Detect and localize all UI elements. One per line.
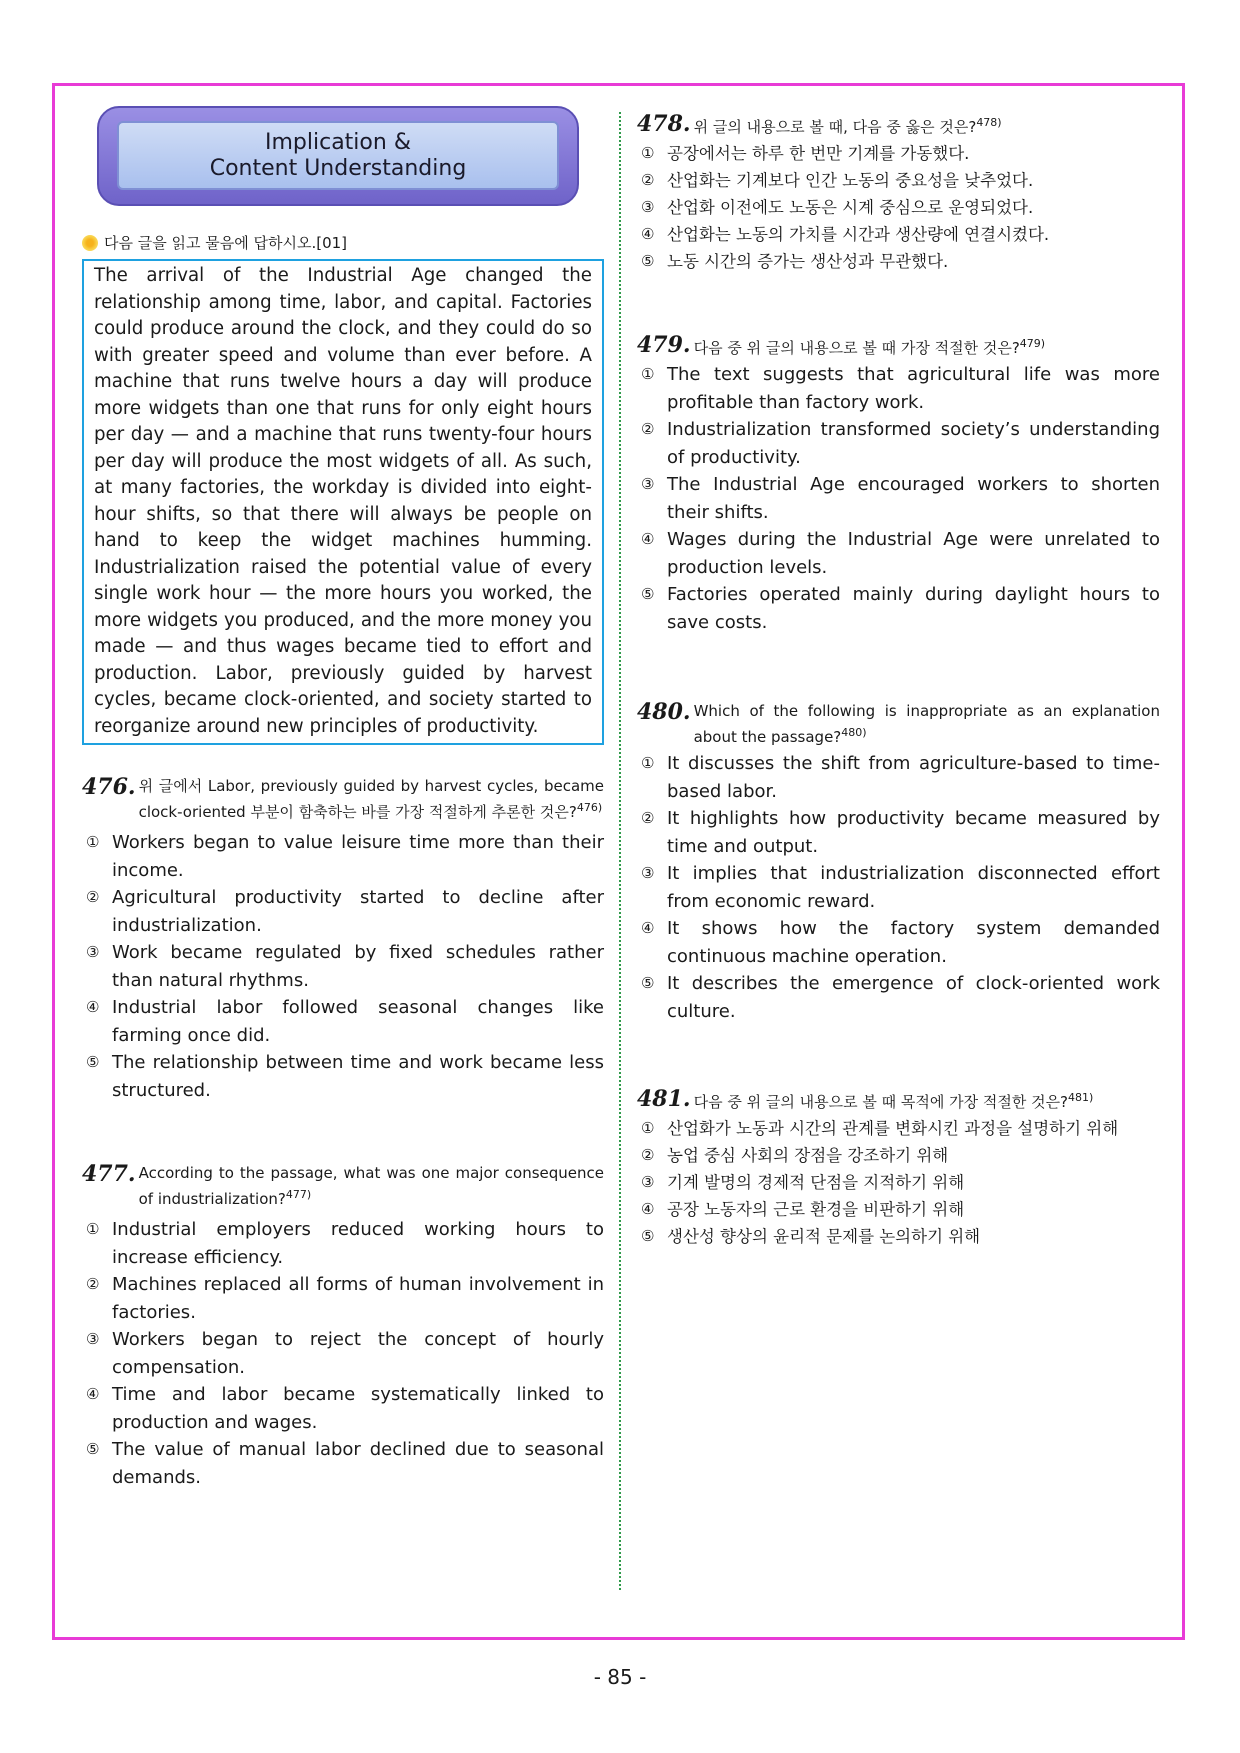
- left-column: [82, 106, 604, 1491]
- option-4[interactable]: ④ Industrial labor followed seasonal changes like farming once did.: [86, 997, 604, 1046]
- option-3[interactable]: ③ The Industrial Age encouraged workers to shorten their shifts.: [641, 474, 1160, 523]
- option-list: [637, 140, 1160, 275]
- question-478-header: [637, 112, 1160, 138]
- option-4[interactable]: ④ Time and labor became systematically linked to production and wages.: [86, 1384, 604, 1433]
- option-3[interactable]: ③ 기계 발명의 경제적 단점을 지적하기 위해: [641, 1173, 965, 1192]
- question-number: 480.: [637, 699, 691, 725]
- option-4[interactable]: ④ It shows how the factory system demanded continuous machine operation.: [641, 918, 1160, 967]
- footnote-ref: 476): [576, 801, 603, 814]
- option-5[interactable]: ⑤ It describes the emergence of clock-oriented work culture.: [641, 973, 1160, 1022]
- option-2[interactable]: ② It highlights how productivity became measured by time and output.: [641, 808, 1160, 857]
- option-5[interactable]: ⑤ Factories operated mainly during daylight hours to save costs.: [641, 584, 1160, 633]
- question-number: 479.: [637, 332, 691, 358]
- option-3[interactable]: ③ 산업화 이전에도 노동은 시계 중심으로 운영되었다.: [641, 198, 1034, 217]
- option-1[interactable]: ① It discusses the shift from agriculture-based to time-based labor.: [641, 753, 1160, 802]
- option-5[interactable]: ⑤ 노동 시간의 증가는 생산성과 무관했다.: [641, 252, 949, 271]
- passage-box: The arrival of the Industrial Age changed the relationship among time, labor, and capital. Factories could produce around the clock, and they could do so with greater speed and volume than ever before. A machine that runs twelve hours a day will produce more widgets than one that runs for only eight hours per day — and a machine that runs twenty-four hours per day will produce the most widgets of all. As such, at many factories, the workday is divided into eight-hour shifts, so that there will always be people on hand to keep the widget machines humming. Industrialization raised the potential value of every single work hour — the more hours you worked, the more widgets you produced, and the more money you made — and thus wages became tied to effort and production. Labor, previously guided by harvest cycles, became clock-oriented, and society started to reorganize around new principles of productivity.: [82, 259, 604, 745]
- option-1[interactable]: ① 산업화가 노동과 시간의 관계를 변화시킨 과정을 설명하기 위해: [641, 1119, 1119, 1138]
- instruction: [82, 232, 604, 253]
- question-number: 481.: [637, 1086, 691, 1112]
- option-1[interactable]: ① The text suggests that agricultural life was more profitable than factory work.: [641, 364, 1160, 413]
- question-477-header: [82, 1162, 604, 1210]
- option-list: [82, 1216, 604, 1491]
- question-476: [82, 775, 604, 1104]
- footnote-ref: 479): [1019, 337, 1046, 350]
- question-479-header: [637, 333, 1160, 359]
- section-title: [117, 121, 559, 190]
- option-list: [637, 750, 1160, 1025]
- question-477: [82, 1162, 604, 1491]
- option-5[interactable]: ⑤ 생산성 향상의 윤리적 문제를 논의하기 위해: [641, 1227, 981, 1246]
- option-4[interactable]: ④ 공장 노동자의 근로 환경을 비판하기 위해: [641, 1200, 965, 1219]
- footnote-ref: 481): [1068, 1091, 1094, 1104]
- question-480: [637, 700, 1160, 1025]
- option-5[interactable]: ⑤ The value of manual labor declined due to seasonal demands.: [86, 1439, 604, 1488]
- question-478: [637, 112, 1160, 275]
- option-5[interactable]: ⑤ The relationship between time and work became less structured.: [86, 1052, 604, 1101]
- section-title-line1: Implication &: [265, 129, 411, 155]
- question-480-header: [637, 700, 1160, 748]
- question-stem: 위 글의 내용으로 볼 때, 다음 중 옳은 것은?$^{478)}$: [693, 116, 1002, 136]
- question-stem: 다음 중 위 글의 내용으로 볼 때 가장 적절한 것은?$^{479)}$: [693, 337, 1046, 357]
- question-stem: 위 글에서 Labor, previously guided by harvest cycles, became clock-oriented 부분이 함축하는 바를 가장 적절하게 추론한 것은?$^{476)}$: [138, 777, 604, 821]
- flower-icon: [82, 235, 98, 251]
- option-list: [82, 829, 604, 1104]
- option-3[interactable]: ③ It implies that industrialization disconnected effort from economic reward.: [641, 863, 1160, 912]
- option-2[interactable]: ② Machines replaced all forms of human involvement in factories.: [86, 1274, 604, 1323]
- right-column: [637, 112, 1160, 1250]
- option-list: [637, 1115, 1160, 1250]
- question-481: [637, 1087, 1160, 1250]
- question-476-header: [82, 775, 604, 823]
- option-3[interactable]: ③ Workers began to reject the concept of hourly compensation.: [86, 1329, 604, 1378]
- section-title-box: [97, 106, 579, 206]
- option-1[interactable]: ① Workers began to value leisure time more than their income.: [86, 832, 604, 881]
- option-2[interactable]: ② Industrialization transformed society’s understanding of productivity.: [641, 419, 1160, 468]
- option-2[interactable]: ② Agricultural productivity started to decline after industrialization.: [86, 887, 604, 936]
- option-2[interactable]: ② 산업화는 기계보다 인간 노동의 중요성을 낮추었다.: [641, 171, 1034, 190]
- option-4[interactable]: ④ 산업화는 노동의 가치를 시간과 생산량에 연결시켰다.: [641, 225, 1050, 244]
- question-number: 478.: [637, 111, 691, 137]
- instruction-text: 다음 글을 읽고 물음에 답하시오.[01]: [104, 234, 348, 252]
- question-479: [637, 333, 1160, 636]
- footnote-ref: 477): [285, 1188, 312, 1201]
- option-2[interactable]: ② 농업 중심 사회의 장점을 강조하기 위해: [641, 1146, 949, 1165]
- option-list: [637, 361, 1160, 636]
- question-stem: 다음 중 위 글의 내용으로 볼 때 목적에 가장 적절한 것은?$^{481)}$: [693, 1091, 1094, 1111]
- question-stem: According to the passage, what was one major consequence of industrialization?$^{477)}$: [138, 1164, 604, 1208]
- question-number: 476.: [82, 774, 136, 800]
- section-title-line2: Content Understanding: [209, 155, 467, 181]
- option-1[interactable]: ① 공장에서는 하루 한 번만 기계를 가동했다.: [641, 144, 970, 163]
- option-3[interactable]: ③ Work became regulated by fixed schedules rather than natural rhythms.: [86, 942, 604, 991]
- question-stem: Which of the following is inappropriate as an explanation about the passage?$^{480)}$: [693, 702, 1160, 746]
- question-number: 477.: [82, 1161, 136, 1187]
- option-1[interactable]: ① Industrial employers reduced working hours to increase efficiency.: [86, 1219, 604, 1268]
- page-number: - 85 -: [593, 1665, 647, 1689]
- footnote-ref: 480): [841, 726, 867, 739]
- option-4[interactable]: ④ Wages during the Industrial Age were unrelated to production levels.: [641, 529, 1160, 578]
- column-divider: [619, 112, 621, 1590]
- question-481-header: [637, 1087, 1160, 1113]
- footnote-ref: 478): [976, 116, 1002, 129]
